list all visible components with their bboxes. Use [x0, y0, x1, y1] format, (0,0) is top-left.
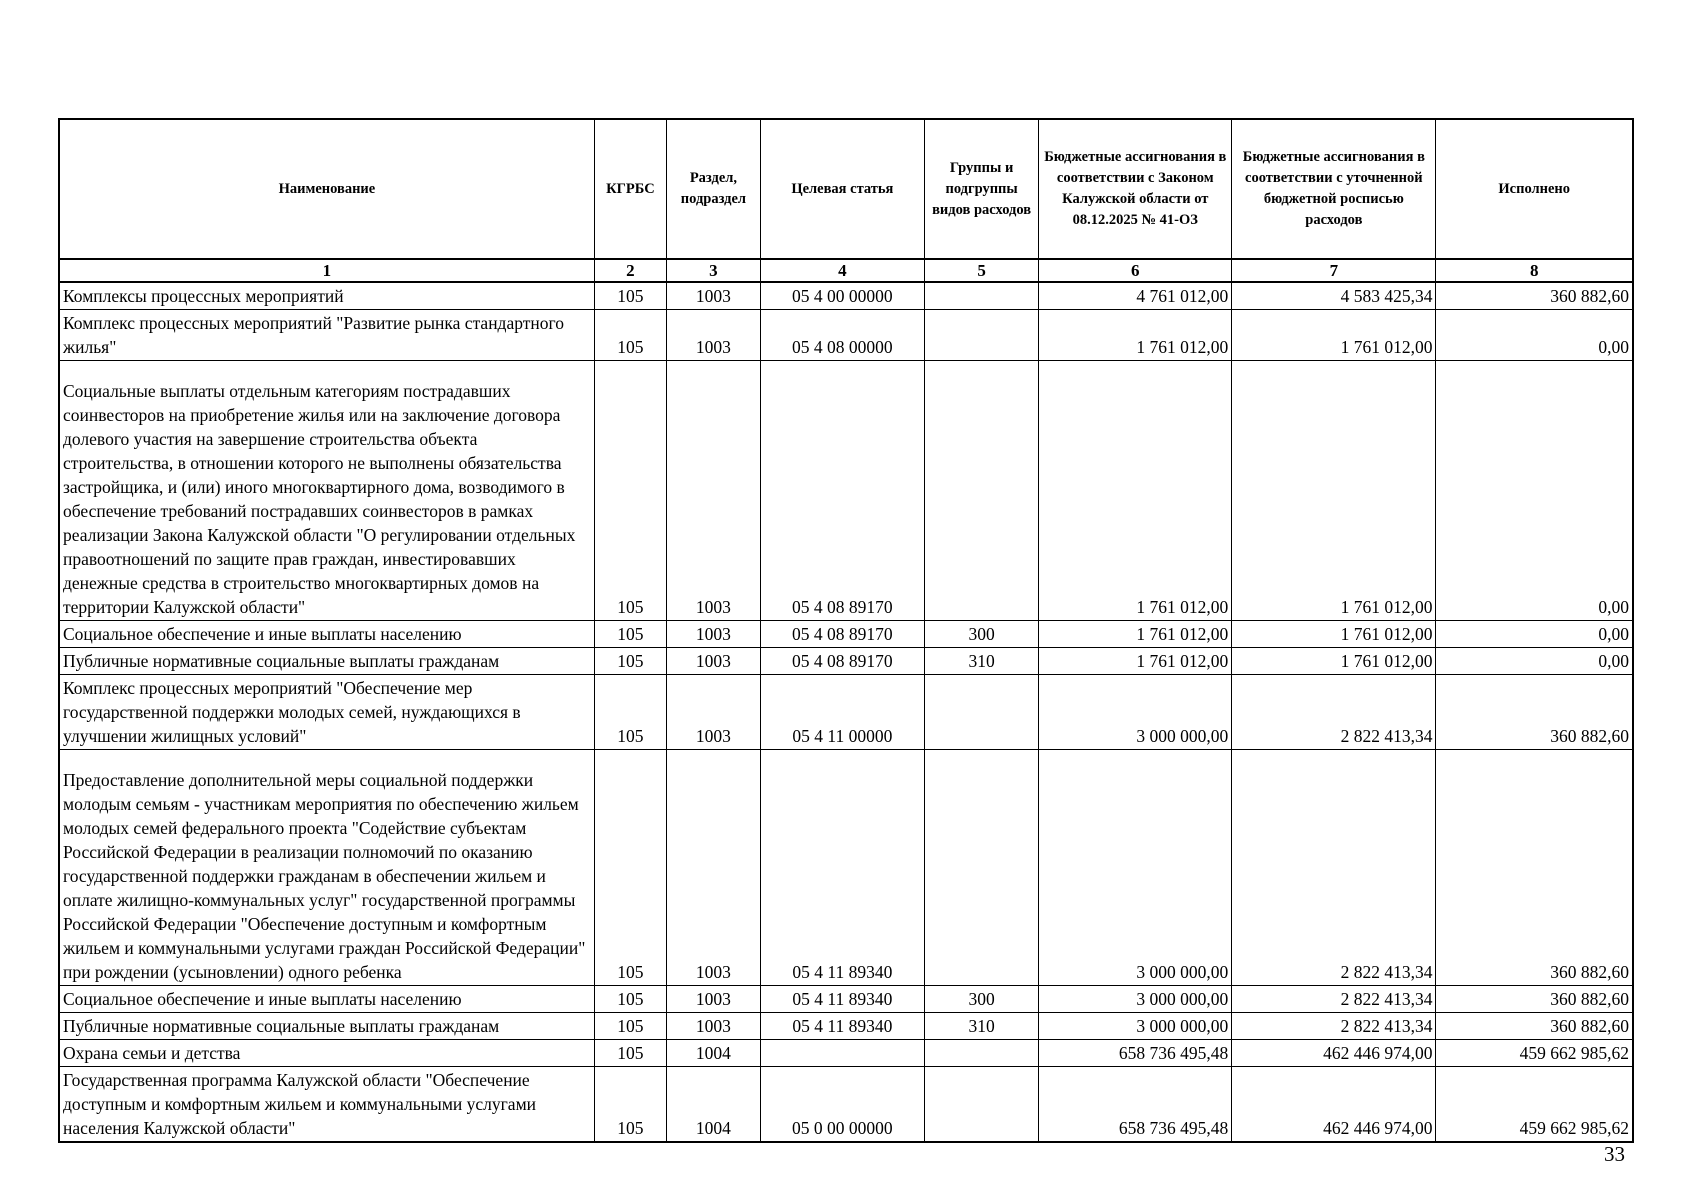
table-row — [59, 621, 1633, 648]
row-rospis: 2 822 413,34 — [1232, 750, 1436, 986]
row-rospis: 1 761 012,00 — [1232, 361, 1436, 621]
header-row — [59, 119, 1633, 259]
row-kgrbs: 105 — [594, 986, 666, 1013]
row-kgrbs: 105 — [594, 310, 666, 361]
row-vid — [924, 1040, 1038, 1067]
row-rospis: 1 761 012,00 — [1232, 648, 1436, 675]
row-kgrbs: 105 — [594, 648, 666, 675]
table-row — [59, 675, 1633, 750]
row-name: Комплекс процессных мероприятий "Обеспечение мер государственной поддержки молодых семей, нуждающихся в улучшении жилищных условий" — [59, 675, 594, 750]
row-name: Предоставление дополнительной меры социальной поддержки молодым семьям - участникам мероприятия по обеспечению жильем молодых семей федерального проекта "Содействие субъектам Российской Федерации в реализации полномочий по оказанию государственной поддержки гражданам в обеспечении жильем и оплате жилищно-коммунальных услуг" государственной программы Российской Федерации "Обеспечение доступным и комфортным жильем и коммунальными услугами граждан Российской Федерации" при рождении (усыновлении) одного ребенка — [59, 750, 594, 986]
row-razdel: 1003 — [667, 282, 761, 310]
row-celevaya: 05 4 11 00000 — [760, 675, 924, 750]
row-name: Социальное обеспечение и иные выплаты населению — [59, 621, 594, 648]
row-celevaya: 05 4 00 00000 — [760, 282, 924, 310]
row-celevaya: 05 4 08 00000 — [760, 310, 924, 361]
column-number-row — [59, 259, 1633, 282]
table-row — [59, 361, 1633, 621]
table-row — [59, 986, 1633, 1013]
row-kgrbs: 105 — [594, 361, 666, 621]
row-zakon: 658 736 495,48 — [1039, 1040, 1232, 1067]
row-kgrbs: 105 — [594, 282, 666, 310]
row-vid — [924, 310, 1038, 361]
row-ispolneno: 0,00 — [1436, 648, 1633, 675]
header-ispolneno: Исполнено — [1436, 119, 1633, 259]
budget-execution-table — [58, 118, 1634, 1143]
row-zakon: 1 761 012,00 — [1039, 648, 1232, 675]
row-name: Комплексы процессных мероприятий — [59, 282, 594, 310]
header-kgrbs: КГРБС — [594, 119, 666, 259]
row-zakon: 1 761 012,00 — [1039, 621, 1232, 648]
table-row — [59, 1013, 1633, 1040]
row-celevaya: 05 4 08 89170 — [760, 621, 924, 648]
row-vid — [924, 675, 1038, 750]
column-number: 7 — [1232, 259, 1436, 282]
row-razdel: 1003 — [667, 986, 761, 1013]
column-number: 8 — [1436, 259, 1633, 282]
row-vid — [924, 361, 1038, 621]
row-celevaya: 05 4 08 89170 — [760, 361, 924, 621]
row-kgrbs: 105 — [594, 1013, 666, 1040]
row-rospis: 4 583 425,34 — [1232, 282, 1436, 310]
row-ispolneno: 0,00 — [1436, 310, 1633, 361]
row-rospis: 2 822 413,34 — [1232, 1013, 1436, 1040]
row-razdel: 1004 — [667, 1040, 761, 1067]
row-name: Публичные нормативные социальные выплаты гражданам — [59, 648, 594, 675]
row-zakon: 3 000 000,00 — [1039, 1013, 1232, 1040]
row-kgrbs: 105 — [594, 675, 666, 750]
row-ispolneno: 360 882,60 — [1436, 1013, 1633, 1040]
row-razdel: 1003 — [667, 361, 761, 621]
row-celevaya: 05 4 11 89340 — [760, 1013, 924, 1040]
table-row — [59, 282, 1633, 310]
header-razdel: Раздел, подраздел — [667, 119, 761, 259]
row-celevaya — [760, 1040, 924, 1067]
row-vid: 310 — [924, 1013, 1038, 1040]
row-rospis: 1 761 012,00 — [1232, 621, 1436, 648]
column-number: 5 — [924, 259, 1038, 282]
row-vid: 300 — [924, 986, 1038, 1013]
header-zakon: Бюджетные ассигнования в соответствии с Законом Калужской области от 08.12.2025 № 41-ОЗ — [1039, 119, 1232, 259]
table-row — [59, 310, 1633, 361]
row-ispolneno: 360 882,60 — [1436, 750, 1633, 986]
row-name: Комплекс процессных мероприятий "Развитие рынка стандартного жилья" — [59, 310, 594, 361]
row-zakon: 4 761 012,00 — [1039, 282, 1232, 310]
column-number: 2 — [594, 259, 666, 282]
row-zakon: 658 736 495,48 — [1039, 1067, 1232, 1143]
row-zakon: 3 000 000,00 — [1039, 750, 1232, 986]
header-rospis: Бюджетные ассигнования в соответствии с уточненной бюджетной росписью расходов — [1232, 119, 1436, 259]
row-razdel: 1004 — [667, 1067, 761, 1143]
row-vid: 310 — [924, 648, 1038, 675]
row-razdel: 1003 — [667, 675, 761, 750]
row-kgrbs: 105 — [594, 1040, 666, 1067]
row-zakon: 3 000 000,00 — [1039, 986, 1232, 1013]
row-kgrbs: 105 — [594, 621, 666, 648]
row-ispolneno: 0,00 — [1436, 621, 1633, 648]
row-celevaya: 05 4 08 89170 — [760, 648, 924, 675]
column-number: 6 — [1039, 259, 1232, 282]
page-number: 33 — [1604, 1142, 1625, 1166]
row-vid — [924, 282, 1038, 310]
row-celevaya: 05 0 00 00000 — [760, 1067, 924, 1143]
row-vid — [924, 1067, 1038, 1143]
row-razdel: 1003 — [667, 621, 761, 648]
row-rospis: 462 446 974,00 — [1232, 1040, 1436, 1067]
row-ispolneno: 459 662 985,62 — [1436, 1067, 1633, 1143]
row-rospis: 2 822 413,34 — [1232, 986, 1436, 1013]
row-name: Социальное обеспечение и иные выплаты населению — [59, 986, 594, 1013]
column-number: 4 — [760, 259, 924, 282]
row-ispolneno: 360 882,60 — [1436, 282, 1633, 310]
header-celevaya: Целевая статья — [760, 119, 924, 259]
table-row — [59, 750, 1633, 986]
row-ispolneno: 0,00 — [1436, 361, 1633, 621]
row-razdel: 1003 — [667, 648, 761, 675]
row-name: Публичные нормативные социальные выплаты гражданам — [59, 1013, 594, 1040]
column-number: 3 — [667, 259, 761, 282]
row-zakon: 1 761 012,00 — [1039, 361, 1232, 621]
row-name: Охрана семьи и детства — [59, 1040, 594, 1067]
row-rospis: 1 761 012,00 — [1232, 310, 1436, 361]
row-rospis: 2 822 413,34 — [1232, 675, 1436, 750]
table-row — [59, 648, 1633, 675]
table-row — [59, 1040, 1633, 1067]
row-ispolneno: 360 882,60 — [1436, 675, 1633, 750]
row-name: Социальные выплаты отдельным категориям пострадавших соинвесторов на приобретение жилья или на заключение договора долевого участия на завершение строительства объекта строительства, в отношении которого не выполнены обязательства застройщика, и (или) иного многоквартирного дома, возводимого в обеспечение требований пострадавших соинвесторов в рамках реализации Закона Калужской области "О регулировании отдельных правоотношений по защите прав граждан, инвестировавших денежные средства в строительство многоквартирных домов на территории Калужской области" — [59, 361, 594, 621]
table-row — [59, 1067, 1633, 1143]
row-zakon: 3 000 000,00 — [1039, 675, 1232, 750]
header-name: Наименование — [59, 119, 594, 259]
row-zakon: 1 761 012,00 — [1039, 310, 1232, 361]
row-ispolneno: 360 882,60 — [1436, 986, 1633, 1013]
header-vid: Группы и подгруппы видов расходов — [924, 119, 1038, 259]
row-kgrbs: 105 — [594, 1067, 666, 1143]
row-celevaya: 05 4 11 89340 — [760, 986, 924, 1013]
row-kgrbs: 105 — [594, 750, 666, 986]
row-ispolneno: 459 662 985,62 — [1436, 1040, 1633, 1067]
column-number: 1 — [59, 259, 594, 282]
row-name: Государственная программа Калужской области "Обеспечение доступным и комфортным жильем и коммунальными услугами населения Калужской области" — [59, 1067, 594, 1143]
row-rospis: 462 446 974,00 — [1232, 1067, 1436, 1143]
row-vid — [924, 750, 1038, 986]
row-razdel: 1003 — [667, 1013, 761, 1040]
row-celevaya: 05 4 11 89340 — [760, 750, 924, 986]
row-razdel: 1003 — [667, 310, 761, 361]
row-vid: 300 — [924, 621, 1038, 648]
row-razdel: 1003 — [667, 750, 761, 986]
